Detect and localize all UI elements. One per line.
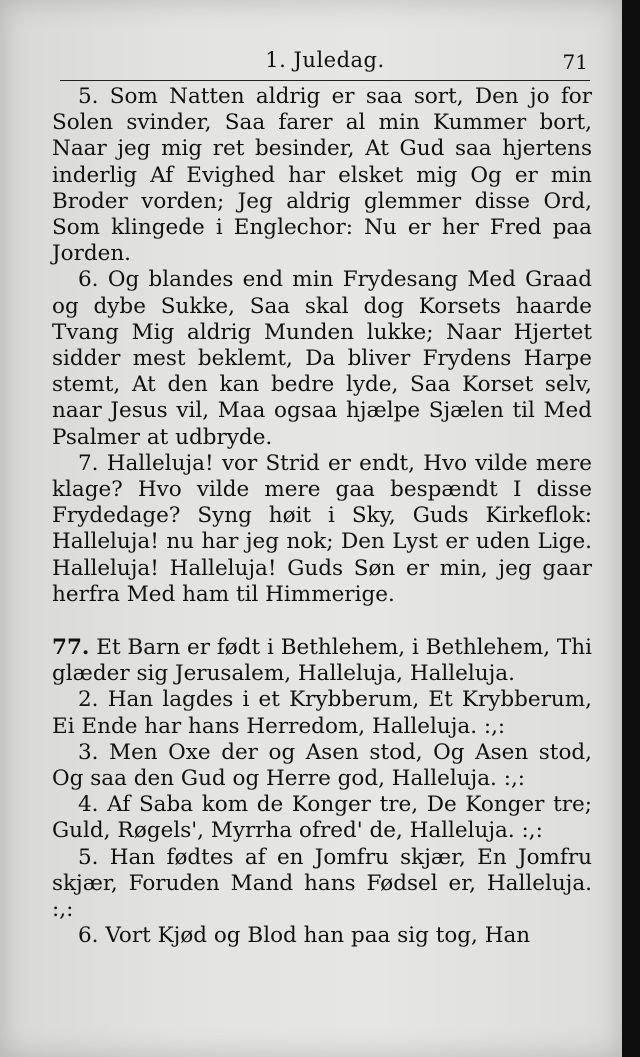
hymn-continued <box>52 84 592 608</box>
header-rule <box>60 80 590 81</box>
verse-7: 7. Halleluja! vor Strid er endt, Hvo vilde mere klage? Hvo vilde mere gaa bespændt I disse Frydedage? Syng høit i Sky, Guds Kirkeflok: Halleluja! nu har jeg nok; Den Lyst er uden Lige. Halleluja! Halleluja! Guds Søn er min, jeg gaar herfra Med ham til Himmerige. <box>52 450 592 607</box>
hymn-77-verse-1-text: Et Barn er født i Bethlehem, i Bethlehem, Thi glæder sig Jerusalem, Halleluja, Halleluja. <box>52 635 592 687</box>
hymn-77-verse-1 <box>52 635 592 687</box>
hymn-77-verse-5: 5. Han fødtes af en Jomfru skjær, En Jomfru skjær, Foruden Mand hans Fødsel er, Halleluja. :,: <box>52 844 592 923</box>
hymn-77-verse-2: 2. Han lagdes i et Krybberum, Et Krybberum, Ei Ende har hans Herredom, Halleluja. :,: <box>52 687 592 739</box>
hymn-77-verse-4: 4. Af Saba kom de Konger tre, De Konger tre; Guld, Røgels', Myrrha ofred' de, Halleluja. :,: <box>52 792 592 844</box>
verse-5: 5. Som Natten aldrig er saa sort, Den jo for Solen svinder, Saa farer al min Kummer bort, Naar jeg mig ret besinder, At Gud saa hjertens inderlig Af Evighed har elsket mig Og er min Broder vorden; Jeg aldrig glemmer disse Ord, Som klingede i Englechor: Nu er her Fred paa Jorden. <box>52 84 592 267</box>
page-body <box>52 84 592 950</box>
verse-6: 6. Og blandes end min Frydesang Med Graad og dybe Sukke, Saa skal dog Korsets haarde Tvang Mig aldrig Munden lukke; Naar Hjertet sidder mest beklemt, Da bliver Frydens Harpe stemt, At den kan bedre lyde, Saa Korset selv, naar Jesus vil, Maa ogsaa hjælpe Sjælen til Med Psalmer at udbryde. <box>52 267 592 450</box>
page-header <box>60 44 590 78</box>
running-head: 1. Juledag. <box>265 48 385 72</box>
hymn-77 <box>52 635 592 949</box>
hymn-number: 77. <box>52 635 90 661</box>
page-number: 71 <box>562 50 588 74</box>
hymn-77-verse-3: 3. Men Oxe der og Asen stod, Og Asen stod, Og saa den Gud og Herre god, Halleluja. :,: <box>52 739 592 792</box>
hymn-77-verse-6: 6. Vort Kjød og Blod han paa sig tog, Han <box>78 923 531 949</box>
page-edge-shadow <box>622 0 640 1057</box>
